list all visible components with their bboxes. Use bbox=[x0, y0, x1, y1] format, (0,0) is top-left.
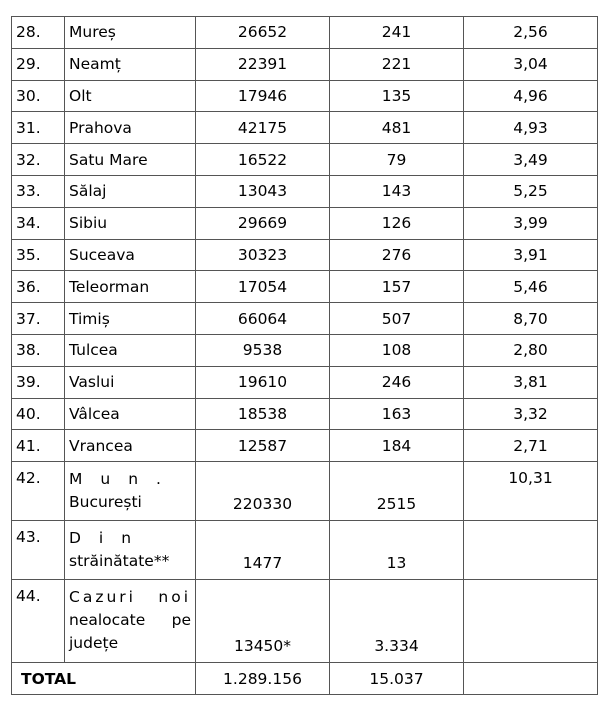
county-name: Suceava bbox=[65, 239, 196, 271]
row-number: 37. bbox=[12, 303, 65, 335]
county-name-line: București bbox=[69, 493, 142, 512]
rate-cell: 3,49 bbox=[464, 144, 598, 176]
row-number: 38. bbox=[12, 334, 65, 366]
table-body bbox=[12, 17, 598, 462]
total-label: TOTAL bbox=[12, 663, 196, 695]
deaths-cell: 221 bbox=[330, 48, 464, 80]
table-row bbox=[12, 462, 598, 521]
table-row bbox=[12, 398, 598, 430]
row-number: 28. bbox=[12, 17, 65, 49]
table-row bbox=[12, 303, 598, 335]
table-row bbox=[12, 366, 598, 398]
deaths-cell: 241 bbox=[330, 17, 464, 49]
deaths-cell: 126 bbox=[330, 207, 464, 239]
row-number: 29. bbox=[12, 48, 65, 80]
table-row bbox=[12, 271, 598, 303]
total-cases: 1.289.156 bbox=[196, 663, 330, 695]
cases-cell: 13043 bbox=[196, 175, 330, 207]
cases-cell: 220330 bbox=[196, 462, 330, 521]
county-data-table bbox=[11, 16, 598, 695]
total-deaths: 15.037 bbox=[330, 663, 464, 695]
county-name: Vaslui bbox=[65, 366, 196, 398]
cases-cell: 13450* bbox=[196, 580, 330, 663]
deaths-cell: 13 bbox=[330, 521, 464, 580]
deaths-cell: 157 bbox=[330, 271, 464, 303]
county-name: Vâlcea bbox=[65, 398, 196, 430]
total-rate bbox=[464, 663, 598, 695]
cases-cell: 17946 bbox=[196, 80, 330, 112]
table-row bbox=[12, 175, 598, 207]
rate-cell: 4,96 bbox=[464, 80, 598, 112]
table-row bbox=[12, 144, 598, 176]
county-name-line: județe bbox=[69, 634, 119, 653]
row-number: 44. bbox=[12, 580, 65, 663]
county-name-line: Mun. bbox=[69, 470, 179, 489]
cases-cell: 9538 bbox=[196, 334, 330, 366]
cases-cell: 17054 bbox=[196, 271, 330, 303]
county-name: Olt bbox=[65, 80, 196, 112]
row-number: 42. bbox=[12, 462, 65, 521]
rate-cell: 3,32 bbox=[464, 398, 598, 430]
rate-cell: 10,31 bbox=[464, 462, 598, 521]
county-name bbox=[65, 580, 196, 663]
rate-cell: 5,46 bbox=[464, 271, 598, 303]
row-number: 30. bbox=[12, 80, 65, 112]
table-row bbox=[12, 580, 598, 663]
county-name: Mureș bbox=[65, 17, 196, 49]
cases-cell: 26652 bbox=[196, 17, 330, 49]
rate-cell: 4,93 bbox=[464, 112, 598, 144]
rate-cell: 2,71 bbox=[464, 430, 598, 462]
row-number: 41. bbox=[12, 430, 65, 462]
table-row bbox=[12, 17, 598, 49]
rate-cell: 3,81 bbox=[464, 366, 598, 398]
rate-cell bbox=[464, 580, 598, 663]
table-row bbox=[12, 239, 598, 271]
row-number: 40. bbox=[12, 398, 65, 430]
rate-cell: 3,91 bbox=[464, 239, 598, 271]
rate-cell: 2,80 bbox=[464, 334, 598, 366]
cases-cell: 12587 bbox=[196, 430, 330, 462]
deaths-cell: 3.334 bbox=[330, 580, 464, 663]
row-number: 31. bbox=[12, 112, 65, 144]
row-number: 34. bbox=[12, 207, 65, 239]
county-name bbox=[65, 462, 196, 521]
cases-cell: 18538 bbox=[196, 398, 330, 430]
county-name: Neamț bbox=[65, 48, 196, 80]
county-name-line: străinătate** bbox=[69, 552, 170, 571]
county-name: Satu Mare bbox=[65, 144, 196, 176]
row-number: 33. bbox=[12, 175, 65, 207]
county-name-line: nealocate pe bbox=[69, 611, 191, 630]
county-name-line: Din bbox=[69, 529, 150, 548]
row-number: 43. bbox=[12, 521, 65, 580]
county-name: Tulcea bbox=[65, 334, 196, 366]
county-name: Sălaj bbox=[65, 175, 196, 207]
cases-cell: 66064 bbox=[196, 303, 330, 335]
deaths-cell: 143 bbox=[330, 175, 464, 207]
row-number: 39. bbox=[12, 366, 65, 398]
table-row bbox=[12, 112, 598, 144]
deaths-cell: 276 bbox=[330, 239, 464, 271]
deaths-cell: 184 bbox=[330, 430, 464, 462]
table-row bbox=[12, 48, 598, 80]
cases-cell: 19610 bbox=[196, 366, 330, 398]
county-name: Sibiu bbox=[65, 207, 196, 239]
rate-cell bbox=[464, 521, 598, 580]
deaths-cell: 108 bbox=[330, 334, 464, 366]
cases-cell: 16522 bbox=[196, 144, 330, 176]
table-row bbox=[12, 80, 598, 112]
cases-cell: 30323 bbox=[196, 239, 330, 271]
rate-cell: 8,70 bbox=[464, 303, 598, 335]
special-rows bbox=[12, 462, 598, 695]
table-row bbox=[12, 207, 598, 239]
row-number: 32. bbox=[12, 144, 65, 176]
county-name: Teleorman bbox=[65, 271, 196, 303]
cases-cell: 1477 bbox=[196, 521, 330, 580]
table-row bbox=[12, 521, 598, 580]
deaths-cell: 246 bbox=[330, 366, 464, 398]
deaths-cell: 79 bbox=[330, 144, 464, 176]
rate-cell: 2,56 bbox=[464, 17, 598, 49]
table-row bbox=[12, 334, 598, 366]
rate-cell: 3,99 bbox=[464, 207, 598, 239]
county-name: Vrancea bbox=[65, 430, 196, 462]
deaths-cell: 507 bbox=[330, 303, 464, 335]
rate-cell: 3,04 bbox=[464, 48, 598, 80]
cases-cell: 42175 bbox=[196, 112, 330, 144]
county-name: Timiș bbox=[65, 303, 196, 335]
total-row bbox=[12, 663, 598, 695]
cases-cell: 29669 bbox=[196, 207, 330, 239]
table-row bbox=[12, 430, 598, 462]
deaths-cell: 481 bbox=[330, 112, 464, 144]
county-name-line: Cazuri noi bbox=[69, 588, 191, 607]
county-name bbox=[65, 521, 196, 580]
deaths-cell: 163 bbox=[330, 398, 464, 430]
county-name: Prahova bbox=[65, 112, 196, 144]
rate-cell: 5,25 bbox=[464, 175, 598, 207]
cases-cell: 22391 bbox=[196, 48, 330, 80]
deaths-cell: 2515 bbox=[330, 462, 464, 521]
row-number: 35. bbox=[12, 239, 65, 271]
deaths-cell: 135 bbox=[330, 80, 464, 112]
row-number: 36. bbox=[12, 271, 65, 303]
